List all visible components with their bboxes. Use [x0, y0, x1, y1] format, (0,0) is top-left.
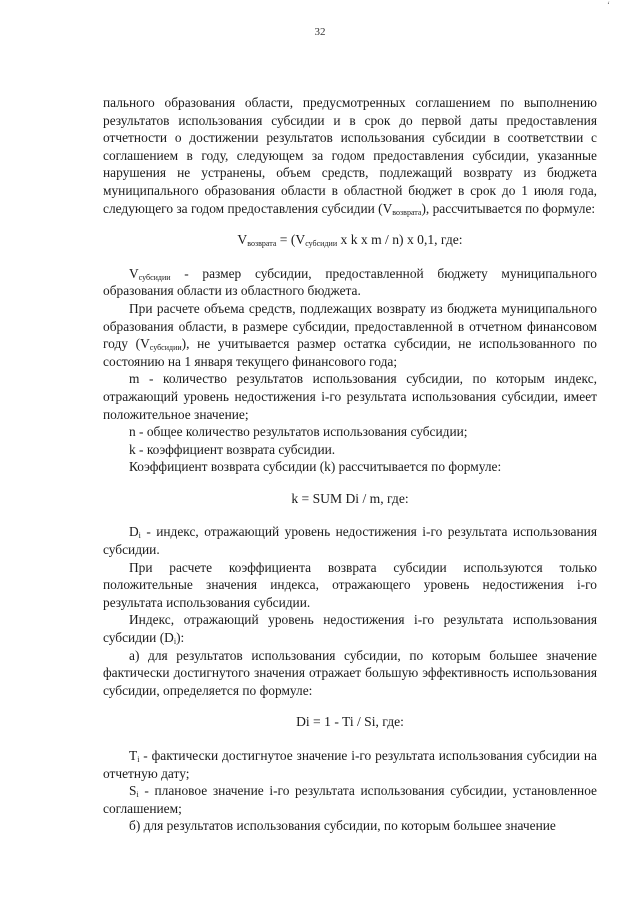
formula-di: Di = 1 - Ti / Si, где: [296, 714, 404, 730]
paragraph-case-a: а) для результатов использования субсидии, по которым большее значение фактически достигнутого значения отражает большую эффективность использования субсидии, определяется по формуле: [103, 647, 597, 698]
formula-refund-volume: $V_{возврата} = (V_{субсидии}$ x k x m / n) x 0,1, где: [237, 232, 463, 249]
page-number: 32 [314, 26, 326, 38]
paragraph-k-formula-intro: Коэффициент возврата субсидии (k) рассчитывается по формуле: [129, 459, 502, 475]
paragraph-case-b: б) для результатов использования субсидии, по которым большее значение [129, 818, 556, 834]
definition-m: m - количество результатов использования субсидии, по которым индекс, отражающий уровень недостижения i-го результата использования субсидии, имеет положительное значение; [103, 371, 597, 422]
corner-mark: ‘ [607, 0, 610, 10]
formula-k: k = SUM Di / m, где: [291, 490, 409, 506]
paragraph-remainder-note: При расчете объема средств, подлежащих возврату из бюджета муниципального образования области, в размере субсидии, предоставленной в отчетном финансовом году $(V_{субсидии})$, не учитывается размер остатка субсидии, не использованного по состоянию на 1 января текущего финансового года; [103, 300, 597, 369]
definition-ti: $T_i$ - фактически достигнутое значение i-го результата использования субсидии на отчетную дату; [103, 748, 597, 781]
definition-k: k - коэффициент возврата субсидии. [129, 441, 336, 457]
paragraph-continuation: пального образования области, предусмотренных соглашением по выполнению результатов использования субсидии и в срок до первой даты предоставления отчетности о достижении результатов использования субсидии в соответствии с соглашением в году, следующем за годом предоставления субсидии, указанные нарушения не устранены, объем средств, подлежащий возврату из бюджета муниципального образования области в областной бюджет в срок до 1 июля года, следующего за годом предоставления субсидии $(V_{возврата})$, рассчитывается по формуле: [103, 95, 597, 217]
definition-n: n - общее количество результатов использования субсидии; [129, 424, 468, 440]
paragraph-positive-values: При расчете коэффициента возврата субсидии используются только положительные значения индекса, отражающего уровень недостижения i-го результата использования субсидии. [103, 559, 597, 610]
definition-di: $D_i$ - индекс, отражающий уровень недостижения i-го результата использования субсидии. [103, 524, 597, 558]
paragraph-index-intro: Индекс, отражающий уровень недостижения i-го результата использования субсидии $(D_i)$: [103, 612, 597, 647]
definition-si: $S_i$ - плановое значение i-го результата использования субсидии, установленное соглашением; [103, 783, 597, 816]
document-body [103, 94, 597, 835]
definition-v-subsidy: $V_{субсидии}$ - размер субсидии, предоставленной бюджету муниципального образования области из областного бюджета. [103, 265, 597, 299]
